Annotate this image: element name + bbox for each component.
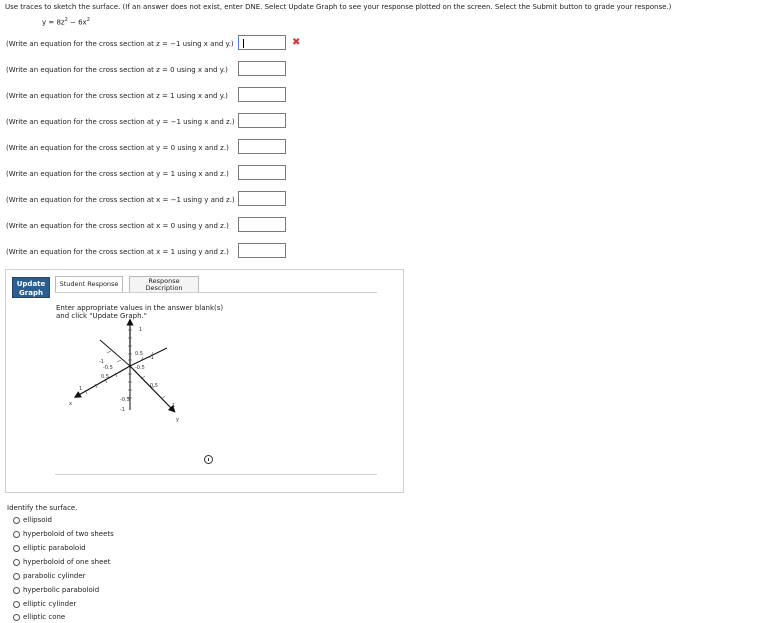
- option-hyperboloid-one-sheet[interactable]: [13, 558, 110, 566]
- cross-section-input-7[interactable]: [238, 191, 286, 206]
- option-label: elliptic paraboloid: [23, 544, 86, 552]
- x-axis-label: x: [69, 401, 72, 407]
- tab-student-response[interactable]: Student Response: [55, 276, 123, 292]
- radio-icon[interactable]: [13, 559, 20, 566]
- tick-label: -1: [120, 407, 125, 413]
- tab-response-description[interactable]: Response Description: [129, 276, 199, 292]
- cross-section-label-9: (Write an equation for the cross section at x = 1 using y and z.): [6, 248, 229, 256]
- cross-section-input-9[interactable]: [238, 243, 286, 258]
- graph-divider: [55, 474, 377, 475]
- cross-section-label-3: (Write an equation for the cross section at z = 1 using x and y.): [6, 92, 228, 100]
- cross-section-label-8: (Write an equation for the cross section at x = 0 using y and z.): [6, 222, 229, 230]
- radio-icon[interactable]: [13, 601, 20, 608]
- text-caret: [243, 39, 244, 48]
- cross-section-input-1[interactable]: [238, 35, 286, 50]
- option-label: hyperboloid of two sheets: [23, 530, 114, 538]
- tick-label: 1: [172, 403, 176, 409]
- cross-section-input-4[interactable]: [238, 113, 286, 128]
- option-label: parabolic cylinder: [23, 572, 86, 580]
- update-graph-button[interactable]: Update Graph: [12, 277, 50, 298]
- equation-lhs: y = 8z: [42, 18, 65, 27]
- radio-icon[interactable]: [13, 545, 20, 552]
- graph-hint-line-1: Enter appropriate values in the answer blank(s): [56, 304, 224, 312]
- option-label: hyperboloid of one sheet: [23, 558, 111, 566]
- cross-section-label-7: (Write an equation for the cross section at x = −1 using y and z.): [6, 196, 235, 204]
- radio-icon[interactable]: [13, 573, 20, 580]
- radio-icon[interactable]: [13, 614, 20, 621]
- tick-label: -0.5: [120, 397, 130, 403]
- option-parabolic-cylinder[interactable]: [13, 572, 86, 580]
- graph-hint-line-2: and click "Update Graph.": [56, 312, 147, 320]
- equation-mid: − 6x: [67, 18, 87, 27]
- cross-section-input-3[interactable]: [238, 87, 286, 102]
- option-elliptic-cylinder[interactable]: [13, 600, 76, 608]
- equation-exponent-2: 2: [86, 17, 90, 23]
- tick-label: 0.5: [150, 383, 158, 389]
- option-hyperbolic-paraboloid[interactable]: [13, 586, 99, 594]
- cross-section-label-1: (Write an equation for the cross section at z = −1 using x and y.): [6, 40, 234, 48]
- radio-icon[interactable]: [13, 531, 20, 538]
- tick-label: 0.5: [101, 374, 109, 380]
- identify-prompt: Identify the surface.: [7, 504, 78, 512]
- tick-label: -0.5: [135, 365, 145, 371]
- cross-section-input-2[interactable]: [238, 61, 286, 76]
- cross-section-label-4: (Write an equation for the cross section at y = −1 using x and z.): [6, 118, 235, 126]
- tick-label: 0.5: [135, 351, 143, 357]
- cross-section-label-5: (Write an equation for the cross section at y = 0 using x and z.): [6, 144, 229, 152]
- cross-section-label-6: (Write an equation for the cross section at y = 1 using x and z.): [6, 170, 229, 178]
- tick-label: -1: [149, 355, 154, 361]
- graph-canvas[interactable]: [55, 318, 195, 428]
- option-ellipsoid[interactable]: [13, 516, 52, 524]
- tab-divider: [55, 292, 377, 293]
- option-hyperboloid-two-sheets[interactable]: [13, 530, 114, 538]
- cross-section-input-6[interactable]: [238, 165, 286, 180]
- option-label: ellipsoid: [23, 516, 52, 524]
- cross-section-input-5[interactable]: [238, 139, 286, 154]
- tick-label: -0.5: [103, 365, 113, 371]
- radio-icon[interactable]: [13, 517, 20, 524]
- tick-label: 1: [79, 386, 83, 392]
- option-label: hyperbolic paraboloid: [23, 586, 100, 594]
- tick-label: 1: [139, 327, 143, 333]
- tick-label: -1: [99, 359, 104, 365]
- instructions: Use traces to sketch the surface. (If an answer does not exist, enter DNE. Select Update Graph to see your response plotted on the screen. Select the Submit button to grade your response.): [5, 3, 672, 11]
- radio-icon[interactable]: [13, 587, 20, 594]
- option-elliptic-paraboloid[interactable]: [13, 544, 86, 552]
- option-elliptic-cone[interactable]: [13, 613, 65, 621]
- y-axis-neg: [100, 340, 130, 366]
- cross-section-input-8[interactable]: [238, 217, 286, 232]
- y-axis-label: y: [176, 417, 179, 423]
- info-icon[interactable]: [204, 455, 213, 464]
- option-label: elliptic cylinder: [23, 600, 77, 608]
- surface-equation: [42, 17, 90, 26]
- incorrect-icon: ✖: [292, 37, 301, 48]
- equation-exponent-1: 2: [64, 17, 68, 23]
- option-label: elliptic cone: [23, 613, 66, 621]
- cross-section-label-2: (Write an equation for the cross section at z = 0 using x and y.): [6, 66, 228, 74]
